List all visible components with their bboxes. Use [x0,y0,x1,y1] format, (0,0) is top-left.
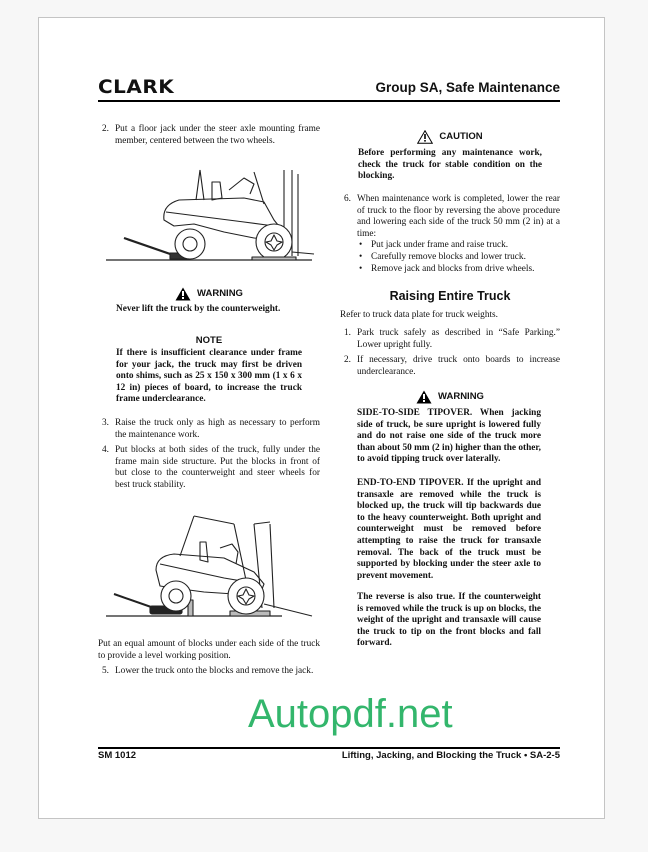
watermark: Autopdf.net [248,692,453,736]
warning-reverse: The reverse is also true. If the counterweight is removed while the truck is up on blocks, the weight of the upright and transaxle will cause the truck to tip on the front blocks and fall forward. [357,592,541,649]
warning-heading-right [340,390,560,404]
right-step-1 [340,328,560,351]
warning-icon [416,390,432,404]
forklift-blocks-illustration [104,508,316,620]
caution-icon [417,130,433,144]
right-step-2 [340,355,560,378]
section-intro: Refer to truck data plate for truck weights. [340,310,498,320]
section-title: Raising Entire Truck [389,289,511,303]
left-step-5 [98,666,320,678]
step-text: Raise the truck only as high as necessary to perform the maintenance work. [115,418,320,440]
step-text: When maintenance work is completed, lower the rear of truck to the floor by reversing the above procedure and lowering each side of the truck 50 mm (2 in) at a time: [357,194,560,239]
step-text: Put blocks at both sides of the truck, fully under the frame main side structure. Put the blocks in front of but close to the counterweight and steer wheels for best truck stability. [115,445,320,490]
warning-label: WARNING [438,391,484,402]
warning-heading [98,287,320,301]
clark-logo: CLARK [98,76,175,98]
step-number: 6. [344,194,351,204]
bullet-item: • Put jack under frame and raise truck. [357,240,560,252]
warning-label: WARNING [197,288,243,299]
caution-label: CAUTION [439,131,483,142]
caution-heading [340,130,560,144]
footer-section-page: Lifting, Jacking, and Blocking the Truck • SA-2-5 [341,750,560,761]
left-step-4 [98,445,320,491]
note-text: If there is insufficient clearance under frame for your jack, the truck may first be driven onto shims, such as 25 x 150 x 300 mm (1 x 6 x 12 in) pieces of board, to increase the truck frame underclearance. [116,348,302,405]
step-text: If necessary, drive truck onto boards to increase underclearance. [357,355,560,377]
step-number: 3. [102,418,109,428]
note-label: NOTE [195,335,223,346]
step-text: Lower the truck onto the blocks and remove the jack. [115,666,314,676]
step-number: 2. [102,124,109,134]
step-number: 2. [344,355,351,365]
step-6-bullets [340,240,560,275]
step-number: 1. [344,328,351,338]
note-heading [98,334,320,348]
caution-text: Before performing any maintenance work, check the truck for stable condition on the blocking. [358,148,542,182]
blocks-paragraph: Put an equal amount of blocks under each side of the truck to provide a level working position. [98,639,320,661]
footer-manual-number: SM 1012 [98,750,137,761]
warning-text: Never lift the truck by the counterweight. [116,304,281,314]
bullet-item: • Carefully remove blocks and lower truck. [357,252,560,264]
forklift-jack-illustration [104,160,316,264]
left-step-3 [98,418,320,441]
header-rule [98,100,560,102]
step-number: 4. [102,445,109,455]
step-text: Put a floor jack under the steer axle mounting frame member, centered between the two wheels. [115,124,320,146]
left-step-2 [98,124,320,147]
warning-icon [175,287,191,301]
footer-rule [98,747,560,749]
bullet-item: • Remove jack and blocks from drive wheels. [357,264,560,276]
warning-end-tipover: END-TO-END TIPOVER. If the upright and transaxle are removed while the truck is blocked up, the truck will tip backwards due to the heavy counterweight. Both upright and counterweight must be removed before attempting to raise the truck for transaxle removal. The back of the truck must be supported by blocking under the steer axle to prevent movement. [357,478,541,581]
step-text: Park truck safely as described in “Safe Parking.” Lower upright fully. [357,328,560,350]
step-number: 5. [102,666,109,676]
right-step-6 [340,194,560,275]
page-header-title: Group SA, Safe Maintenance [375,80,560,95]
warning-side-tipover: SIDE-TO-SIDE TIPOVER. When jacking side of truck, be sure upright is lowered fully and do not raise one side of the truck more than about 50 mm (2 in) higher than the other, to avoid tipping truck over laterally. [357,408,541,465]
